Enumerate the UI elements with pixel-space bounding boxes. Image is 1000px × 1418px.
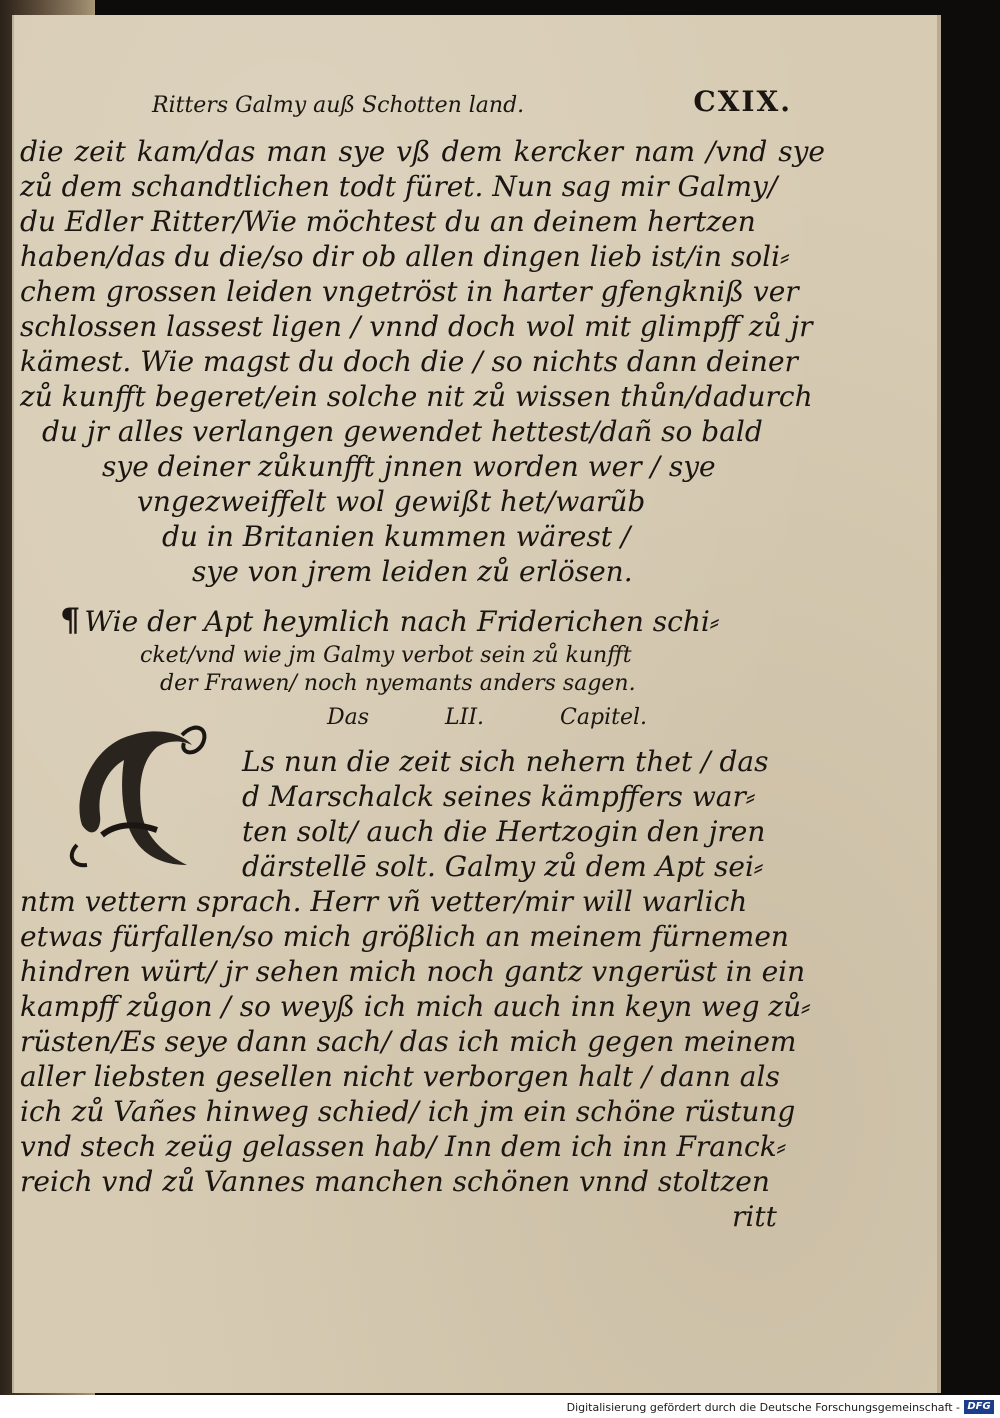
body-line: kämest. Wie magst du doch die / so nichts dann deiner — [20, 345, 798, 378]
page-edge — [937, 15, 941, 1393]
body-line: schlossen lassest ligen / vnnd doch wol mit glimpff zů jr — [20, 310, 813, 343]
chapter-body-line: reich vnd zů Vannes manchen schönen vnnd stoltzen — [20, 1165, 770, 1198]
body-line: chem grossen leiden vngetröst in harter gfengkniß ver — [20, 275, 799, 308]
body-line: zů dem schandtlichen todt füret. Nun sag mir Galmy/ — [20, 170, 778, 203]
body-line: die zeit kam/das man sye vß dem kercker nam /vnd sye — [20, 135, 825, 168]
running-head: Ritters Galmy auß Schotten land. — [152, 93, 525, 118]
book-page — [12, 15, 937, 1393]
chapter-body-line: kampff zůgon / so weyß ich mich auch inn keyn weg zů⸗ — [20, 990, 811, 1023]
chapter-body-line: därstellē solt. Galmy zů dem Apt sei⸗ — [242, 850, 764, 883]
section-heading-line-3: der Frawen/ noch nyemants anders sagen. — [160, 671, 636, 696]
section-heading-text: Wie der Apt heymlich nach Friderichen schi⸗ — [84, 605, 720, 638]
chapter-label — [327, 705, 647, 730]
folio-number: CXIX. — [693, 85, 792, 118]
body-line: du in Britanien kummen wärest / — [162, 520, 631, 553]
body-line: haben/das du die/so dir ob allen dingen lieb ist/in soli⸗ — [20, 240, 790, 273]
pilcrow-mark: ¶ — [60, 601, 81, 639]
page-text — [12, 15, 937, 1393]
funding-credit: Digitalisierung gefördert durch die Deutsche Forschungsgemeinschaft - — [566, 1401, 960, 1414]
chapter-body-line: ntm vettern sprach. Herr vñ vetter/mir will warlich — [20, 885, 748, 918]
chapter-body-line: Ls nun die zeit sich nehern thet / das — [242, 745, 769, 778]
dfg-logo: DFG — [964, 1400, 994, 1414]
chapter-word-capitel: Capitel. — [560, 705, 647, 730]
chapter-body-line: ich zů Vañes hinweg schied/ ich jm ein schöne rüstung — [20, 1095, 796, 1128]
catchword: ritt — [732, 1200, 777, 1233]
chapter-word: Das — [327, 705, 370, 730]
chapter-body-line: vnd stech zeüg gelassen hab/ Inn dem ich inn Franck⸗ — [20, 1130, 787, 1163]
body-line: sye deiner zůkunfft jnnen worden wer / sye — [102, 450, 716, 483]
section-heading-line-1 — [60, 603, 719, 639]
body-line: zů kunfft begeret/ein solche nit zů wissen thůn/dadurch — [20, 380, 813, 413]
body-line: sye von jrem leiden zů erlösen. — [192, 555, 633, 588]
page-header — [152, 85, 792, 125]
decorated-initial-graphic — [62, 715, 212, 875]
chapter-body-line: aller liebsten gesellen nicht verborgen halt / dann als — [20, 1060, 780, 1093]
chapter-body-line: etwas fürfallen/so mich gröβlich an meinem fürnemen — [20, 920, 789, 953]
chapter-body-line: d Marschalck seines kämpffers war⸗ — [242, 780, 756, 813]
section-heading-line-2: cket/vnd wie jm Galmy verbot sein zů kunfft — [140, 643, 632, 668]
decorated-initial-letter — [62, 715, 212, 875]
body-line: vngezweiffelt wol gewißt het/warũb — [137, 485, 646, 518]
body-line: du jr alles verlangen gewendet hettest/dañ so bald — [42, 415, 763, 448]
chapter-number: LII. — [445, 705, 485, 730]
body-line: du Edler Ritter/Wie möchtest du an deinem hertzen — [20, 205, 756, 238]
chapter-body-line: rüsten/Es seye dann sach/ das ich mich gegen meinem — [20, 1025, 797, 1058]
chapter-body-line: ten solt/ auch die Hertzogin den jren — [242, 815, 766, 848]
chapter-body-line: hindren würt/ jr sehen mich noch gantz vngerüst in ein — [20, 955, 806, 988]
